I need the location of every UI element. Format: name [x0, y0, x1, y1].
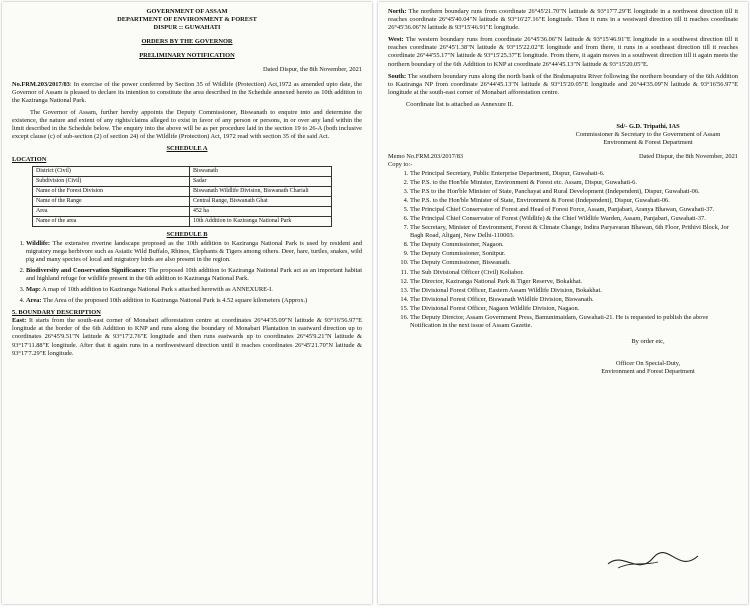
header-line-1: GOVERNMENT OF ASSAM [146, 8, 228, 15]
list-item: 12. The Director, Kaziranga National Park & Tiger Reserve, Bokakhat. [410, 278, 738, 286]
item-text: The extensive riverine landscape proposed as the 10th addition to Kaziranga National Park is used by resident and migratory mega herbivore such as Asiatic Wild Buffalo, Rhinos, Elephants & Tigers among others. Deer, hare, turtles, snakes, wild pig and many species of local and migratory birds are also present in the region. [26, 239, 362, 263]
item-heading: Area: [26, 297, 42, 305]
table-value-cell: Biswanath Wildlife Division, Biswanath Chariali [190, 187, 332, 197]
memo-number: Memo No.FRM.203/2017/83 [388, 153, 464, 161]
list-item: 7. The Secretary, Minister of Environment, Forest & Climate Change, Indira Paryavaran Bhawan, 6th Floor, Prithivi Block, Jor Bagh Road, Aliganj, New Delhi-110003. [410, 224, 738, 240]
officer-department: Environment and Forest Department [601, 368, 695, 376]
north-boundary [388, 8, 738, 32]
schedule-b-title: SCHEDULE B [166, 231, 208, 239]
item-heading: Biodiversity and Conservation Significance: [26, 266, 147, 274]
table-label-cell: Name of the Range [33, 197, 190, 207]
location-table [32, 166, 332, 227]
table-label-cell: Name of the area [33, 217, 190, 227]
table-row [33, 207, 332, 217]
table-value-cell: 10th Addition to Kaziranga National Park [190, 217, 332, 227]
list-item: 4. The P.S. to the Hon'ble Minister of State, Environment & Forest (Independent), Dispur, Guwahati-06. [410, 197, 738, 205]
header-line-2: DEPARTMENT OF ENVIRONMENT & FOREST [117, 16, 257, 24]
list-item: 6. The Principal Chief Conservator of Forest (Wildlife) & the Chief Wildlife Warden, Assam, Panjabari, Guwahati-37. [410, 215, 738, 223]
handwritten-signature-icon [578, 546, 728, 596]
list-item: 15. The Divisional Forest Officer, Nagaon Wildlife Division, Nagaon. [410, 305, 738, 313]
list-item: 11. The Sub Divisional Officer (Civil) Koliabor. [410, 269, 738, 277]
north-label: North: [388, 8, 407, 15]
list-item: 9. The Deputy Commissioner, Sonitpur. [410, 250, 738, 258]
south-text: The southern boundary runs along the north bank of the Brahmaputra River following the northern boundary of the 6th Addition to Kaziranga NP from coordinate 26°44'45.13"N latitude & 93°15'20.05"E longitude and 26°44'35.09"N latitude & 93°16'56.97"E longitude at the south-east corner of Monabari afforestation centre. [388, 72, 738, 96]
south-boundary [388, 73, 738, 97]
appointment-paragraph: The Governor of Assam, further hereby appoints the Deputy Commissioner, Biswanath to enquire into and determine the existence, the nature and extent of any rights/claims alleged to exist in favor of any person or persons, in or over any land within the limit described in the Schedule below. The enquiry into the above will be as per procedure laid in the section 19 to 26-A (both inclusive except clause (c) of sub-section (2) of section 24) of the Wildlife (Protection) Act, 1972 read with section 35 of the said Act. [12, 108, 362, 141]
officer-title: Officer On Special-Duty, [615, 360, 681, 368]
list-item: 16. The Deputy Director, Assam Government Press, Bamunimaidam, Guwahati-21. He is requested to publish the above Notification in the next issue of Assam Gazette. [410, 314, 738, 330]
govt-header [12, 8, 362, 32]
item-heading: Wildlife: [26, 239, 51, 247]
memo-date: Dated Dispur, the 8th November, 2021 [638, 153, 738, 161]
table-row [33, 217, 332, 227]
west-label: West: [388, 36, 404, 44]
list-item: 3. The P.S to the Hon'ble Minister of State, Panchayat and Rural Development (Independent), Dispur, Guwahati-06. [410, 188, 738, 196]
signatory-department: Environment & Forest Department [603, 139, 693, 147]
table-label-cell: Name of the Forest Division [33, 187, 190, 197]
memo-line [388, 153, 738, 161]
table-value-cell: 452 ha [190, 207, 332, 217]
item-text: The proposed 10th addition to Kaziranga National Park act as an important habitat and highland refuge for wildlife present in the 6th addition to Kaziranga National Park. [26, 266, 363, 282]
east-label: East: [12, 317, 27, 325]
table-value-cell: Biswanath [190, 167, 332, 177]
south-label: South: [388, 72, 407, 80]
officer-block [558, 360, 738, 376]
signatory-title: Commissioner & Secretary to the Government of Assam [575, 131, 721, 139]
table-label-cell: Subdivision (Civil) [33, 177, 190, 187]
location-heading: LOCATION [12, 156, 47, 164]
table-row [33, 177, 332, 187]
item-text: A map of 10th addition to Kaziranga National Park s attached herewith as ANNEXURE-I. [40, 285, 273, 293]
table-row [33, 187, 332, 197]
list-item: 5. The Principal Chief Conservator of Forest and Head of Forest Force, Assam, Panjabari, Aranya Bhawan, Guwahati-37. [410, 206, 738, 214]
list-item: 10. The Deputy Commissioner, Biswanath. [410, 259, 738, 267]
list-item [26, 286, 362, 294]
schedule-b-list [12, 240, 362, 306]
table-value-cell: Sadar [190, 177, 332, 187]
list-item: 2. The P.S. to the Hon'ble Minister, Environment & Forest etc. Assam, Dispur, Guwahati-6. [410, 179, 738, 187]
list-item: 14. The Divisional Forest Officer, Biswanath Wildlife Division, Biswanath. [410, 296, 738, 304]
east-text: It starts from the south-east corner of Monabari afforestation centre at coordinates 26°44'35.09"N latitude & 93°16'56.97"E longitude at the border of the 6th Addition to KNP and runs along the boundary of Monabari Plantation in eastward direction up to coordinates 26°45'9.51"N latitude & 93°17'2.76"E longitude and then runs eastwards up to coordinates 26°45'9.21"N latitude & 93°17'11.88"E longitude. After that it again runs in a northwestward direction until it reaches coordinates 26°45'21.70"N latitude & 93°17'7.29"E longitude. [12, 317, 362, 357]
notification-title: PRELIMINARY NOTIFICATION [139, 52, 235, 60]
signature-block [558, 123, 738, 147]
list-item: 8. The Deputy Commissioner, Nagaon. [410, 241, 738, 249]
item-text: The Area of the proposed 10th addition to Kaziranga National Park is 4.52 square kilometers (Approx.) [41, 297, 308, 305]
table-label-cell: Area [33, 207, 190, 217]
list-item [26, 297, 362, 305]
orders-title: ORDERS BY THE GOVERNOR [141, 38, 233, 46]
item-heading: Map: [26, 285, 41, 293]
intro-text: : In exercise of the power conferred by Section 35 of Wildlife (Protection) Act,1972 as amended upto date, the Governor of Assam is pleased to declare its intention to constitute the area described in the Schedule annexed hereto as 10th addition to the Kaziranga National Park. [12, 80, 362, 104]
table-row [33, 197, 332, 207]
table-label-cell: District (Civil) [33, 167, 190, 177]
copy-list [388, 170, 738, 331]
list-item [26, 267, 362, 283]
left-page [2, 2, 372, 604]
table-row [33, 167, 332, 177]
boundary-heading: 5. BOUNDARY DESCRIPTION [12, 309, 101, 317]
signatory-name: Sd/- G.D. Tripathi, IAS [616, 123, 680, 131]
north-text: The northern boundary runs from coordinate 26°45'21.70"N latitude & 93°17'7.29"E longitude in a northwest direction till it reaches coordinate 26°45'40.04"N latitude & 93°16'27.16"E longitude. Then it runs in a westward direction till it reaches coordinate 26°45'36.06"N latitude & 93°15'46.91"E longitude. [388, 8, 738, 32]
header-line-3: DISPUR :: GUWAHATI [153, 24, 221, 32]
annexure-note: Coordinate list is attached as Annexure II. [406, 100, 514, 108]
list-item [26, 240, 362, 264]
west-text: The western boundary runs from coordinate 26°45'36.06"N latitude & 93°15'46.91"E longitude in a southwest direction till it reaches coordinate 26°45'1.38"N latitude & 93°15'22.02"E longitude and from there, it runs in a southeast direction till it reaches coordinate 26°44'55.17"N latitude & 93°15'25.37"E longitude. From there, it again moves in a southwest direction till it again meets the northern boundary of the 6th Addition to KNP at coordinate 26°44'45.13"N latitude & 93°15'20.05"E. [388, 36, 738, 68]
table-value-cell: Central Range, Biswanath Ghat [190, 197, 332, 207]
list-item: 1. The Principal Secretary, Public Enterprise Department, Dispur, Guwahati-6. [410, 170, 738, 178]
by-order: By order etc, [631, 338, 665, 346]
east-boundary [12, 317, 362, 357]
west-boundary [388, 36, 738, 68]
right-page [378, 2, 748, 604]
notification-number: No.FRM.203/2017/83 [12, 80, 70, 88]
list-item: 13. The Divisional Forest Officer, Eastern Assam Wildlife Division, Bokakhat. [410, 287, 738, 295]
schedule-a-title: SCHEDULE A [166, 145, 208, 153]
intro-paragraph [12, 81, 362, 105]
copy-to-label: Copy to:- [388, 161, 413, 169]
notification-date: Dated Dispur, the 8th November, 2021 [262, 66, 362, 74]
